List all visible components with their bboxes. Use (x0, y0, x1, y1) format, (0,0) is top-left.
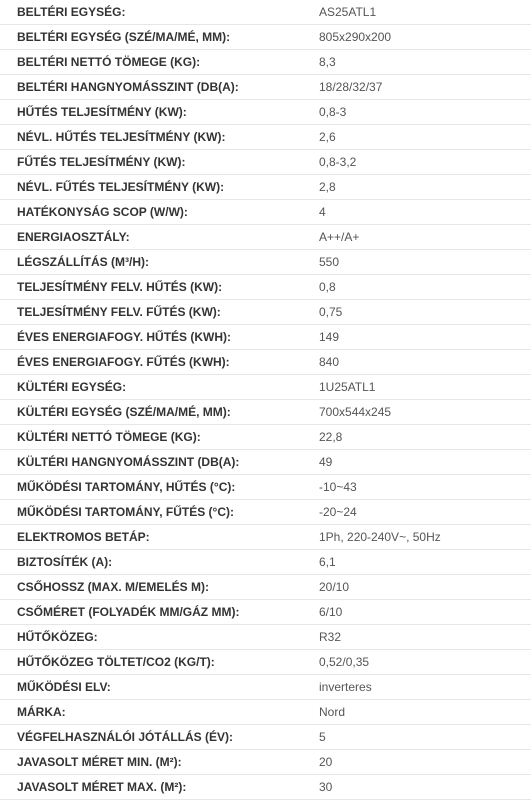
spec-value: 700x544x245 (319, 400, 531, 425)
spec-label: BIZTOSÍTÉK (A): (0, 550, 319, 575)
spec-value: 1Ph, 220-240V~, 50Hz (319, 525, 531, 550)
spec-value: 840 (319, 350, 531, 375)
spec-label: ÉVES ENERGIAFOGY. HŰTÉS (KWH): (0, 325, 319, 350)
spec-label: KÜLTÉRI EGYSÉG: (0, 375, 319, 400)
spec-label: JAVASOLT MÉRET MIN. (M²): (0, 750, 319, 775)
spec-row (0, 250, 531, 275)
spec-value: 20 (319, 750, 531, 775)
spec-label: CSŐHOSSZ (MAX. M/EMELÉS M): (0, 575, 319, 600)
spec-row (0, 300, 531, 325)
spec-label: KÜLTÉRI HANGNYOMÁSSZINT (DB(A): (0, 450, 319, 475)
spec-value: 0,8 (319, 275, 531, 300)
spec-label: MŰKÖDÉSI TARTOMÁNY, FŰTÉS (°C): (0, 500, 319, 525)
spec-label: TELJESÍTMÉNY FELV. FŰTÉS (KW): (0, 300, 319, 325)
spec-value: 6,1 (319, 550, 531, 575)
spec-label: LÉGSZÁLLÍTÁS (M³/H): (0, 250, 319, 275)
spec-value: 22,8 (319, 425, 531, 450)
spec-row (0, 625, 531, 650)
spec-row (0, 350, 531, 375)
spec-label: HŰTŐKÖZEG TÖLTET/CO2 (KG/T): (0, 650, 319, 675)
spec-value: 2,6 (319, 125, 531, 150)
spec-row (0, 0, 531, 25)
spec-row (0, 575, 531, 600)
spec-value: 30 (319, 775, 531, 800)
spec-value: 149 (319, 325, 531, 350)
spec-label: MÁRKA: (0, 700, 319, 725)
spec-row (0, 175, 531, 200)
spec-value: 2,8 (319, 175, 531, 200)
spec-row (0, 50, 531, 75)
spec-value: 805x290x200 (319, 25, 531, 50)
spec-value: 8,3 (319, 50, 531, 75)
spec-label: HŰTŐKÖZEG: (0, 625, 319, 650)
spec-value: -20~24 (319, 500, 531, 525)
spec-row (0, 200, 531, 225)
spec-row (0, 125, 531, 150)
spec-label: TELJESÍTMÉNY FELV. HŰTÉS (KW): (0, 275, 319, 300)
spec-row (0, 650, 531, 675)
spec-row (0, 150, 531, 175)
spec-row (0, 325, 531, 350)
spec-row (0, 750, 531, 775)
spec-label: NÉVL. HŰTÉS TELJESÍTMÉNY (KW): (0, 125, 319, 150)
spec-label: CSŐMÉRET (FOLYADÉK MM/GÁZ MM): (0, 600, 319, 625)
spec-value: 0,52/0,35 (319, 650, 531, 675)
spec-value: AS25ATL1 (319, 0, 531, 25)
spec-row (0, 500, 531, 525)
spec-value: 5 (319, 725, 531, 750)
spec-row (0, 725, 531, 750)
spec-value: R32 (319, 625, 531, 650)
spec-row (0, 550, 531, 575)
spec-row (0, 275, 531, 300)
spec-label: JAVASOLT MÉRET MAX. (M²): (0, 775, 319, 800)
spec-label: ELEKTROMOS BETÁP: (0, 525, 319, 550)
spec-value: A++/A+ (319, 225, 531, 250)
spec-row (0, 100, 531, 125)
spec-value: 0,8-3 (319, 100, 531, 125)
spec-label: BELTÉRI EGYSÉG (SZÉ/MA/MÉ, MM): (0, 25, 319, 50)
spec-value: Nord (319, 700, 531, 725)
spec-label: KÜLTÉRI EGYSÉG (SZÉ/MA/MÉ, MM): (0, 400, 319, 425)
spec-label: HŰTÉS TELJESÍTMÉNY (KW): (0, 100, 319, 125)
spec-value: 4 (319, 200, 531, 225)
spec-label: KÜLTÉRI NETTÓ TÖMEGE (KG): (0, 425, 319, 450)
spec-row (0, 375, 531, 400)
spec-row (0, 400, 531, 425)
spec-label: HATÉKONYSÁG SCOP (W/W): (0, 200, 319, 225)
spec-row (0, 700, 531, 725)
spec-row (0, 225, 531, 250)
spec-value: 0,75 (319, 300, 531, 325)
spec-value: 6/10 (319, 600, 531, 625)
spec-row (0, 425, 531, 450)
spec-value: 20/10 (319, 575, 531, 600)
spec-label: NÉVL. FŰTÉS TELJESÍTMÉNY (KW): (0, 175, 319, 200)
spec-row (0, 600, 531, 625)
spec-row (0, 775, 531, 800)
spec-row (0, 525, 531, 550)
spec-value: inverteres (319, 675, 531, 700)
spec-label: BELTÉRI NETTÓ TÖMEGE (KG): (0, 50, 319, 75)
spec-row (0, 25, 531, 50)
spec-label: ENERGIAOSZTÁLY: (0, 225, 319, 250)
spec-label: FŰTÉS TELJESÍTMÉNY (KW): (0, 150, 319, 175)
spec-label: VÉGFELHASZNÁLÓI JÓTÁLLÁS (ÉV): (0, 725, 319, 750)
spec-label: BELTÉRI EGYSÉG: (0, 0, 319, 25)
spec-label: BELTÉRI HANGNYOMÁSSZINT (DB(A): (0, 75, 319, 100)
spec-value: 1U25ATL1 (319, 375, 531, 400)
spec-row (0, 450, 531, 475)
spec-value: 550 (319, 250, 531, 275)
spec-row (0, 475, 531, 500)
spec-row (0, 75, 531, 100)
spec-value: 0,8-3,2 (319, 150, 531, 175)
spec-value: -10~43 (319, 475, 531, 500)
spec-label: ÉVES ENERGIAFOGY. FŰTÉS (KWH): (0, 350, 319, 375)
spec-value: 18/28/32/37 (319, 75, 531, 100)
spec-label: MŰKÖDÉSI TARTOMÁNY, HŰTÉS (°C): (0, 475, 319, 500)
spec-label: MŰKÖDÉSI ELV: (0, 675, 319, 700)
spec-row (0, 675, 531, 700)
spec-value: 49 (319, 450, 531, 475)
